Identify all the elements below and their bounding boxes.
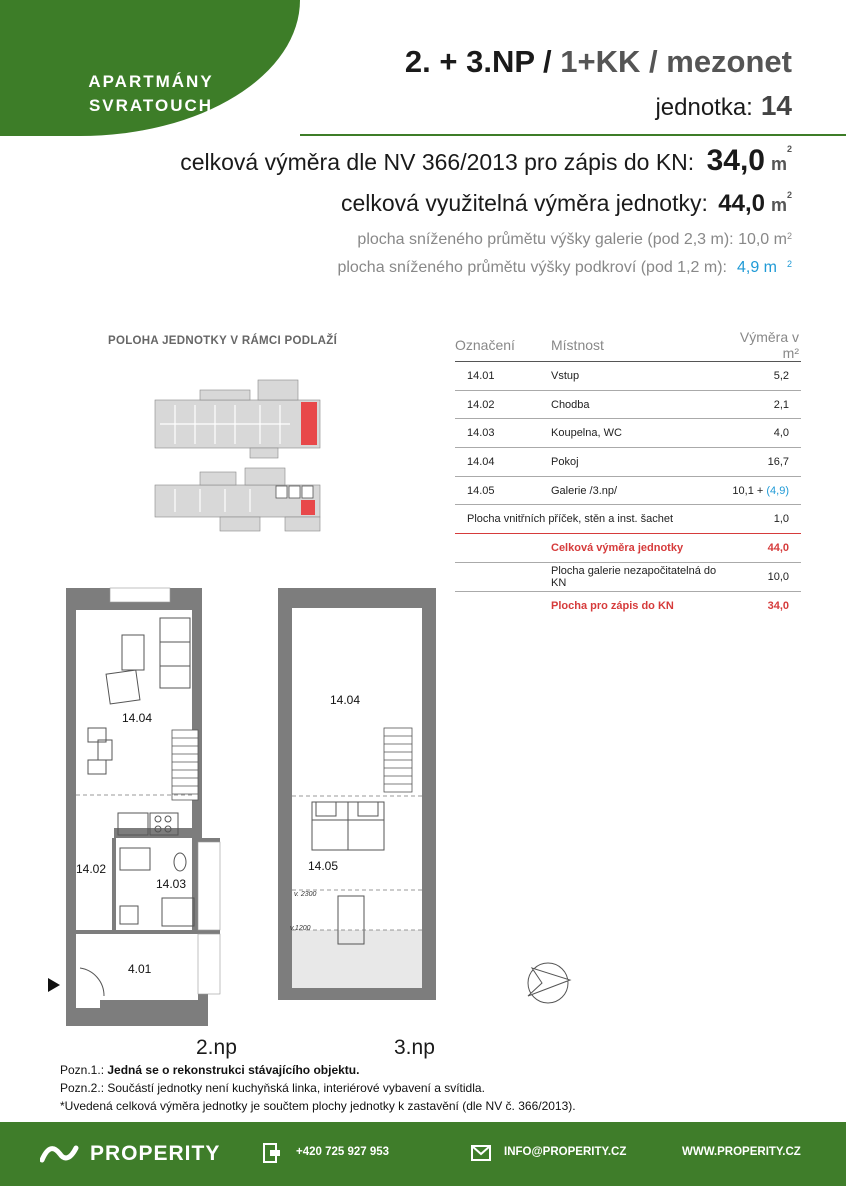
height-label-1200: v.1200 — [290, 925, 311, 932]
title-type: 1+KK / mezonet — [560, 44, 792, 79]
attic-area-label: plocha sníženého průmětu výšky podkroví (pod 1,2 m): — [337, 259, 727, 276]
brand-line-1: APARTMÁNY — [88, 72, 214, 91]
attic-area-exp: 2 — [786, 259, 792, 269]
note-1 — [60, 1061, 576, 1079]
kn-area-value: 34,0 — [706, 144, 765, 177]
table-row-walls — [455, 505, 801, 534]
col-room: Místnost — [551, 329, 723, 362]
kn-area-unit: m — [770, 154, 787, 174]
room-label-4-01: 4.01 — [128, 962, 152, 976]
room-label-14-05: 14.05 — [308, 859, 339, 873]
row-room: Chodba — [551, 390, 723, 419]
row-code: 14.01 — [455, 362, 551, 391]
kn-area-line — [180, 144, 792, 178]
floor-label-2np: 2.np — [196, 1036, 237, 1059]
room-label-14-04: 14.04 — [122, 711, 153, 725]
usable-area-unit-exp: 2 — [786, 190, 792, 200]
col-code: Označení — [455, 329, 551, 362]
notes — [60, 1061, 576, 1115]
kn-label: Plocha pro zápis do KN — [551, 599, 674, 612]
unit-label — [655, 90, 792, 122]
gallery-area-exp: 2 — [786, 231, 792, 241]
walls-value: 1,0 — [723, 505, 801, 534]
table-row — [455, 362, 801, 391]
table-header — [455, 329, 801, 362]
total-label: Celková výměra jednotky — [551, 534, 723, 563]
row-code: 14.02 — [455, 390, 551, 419]
row-room: Vstup — [551, 362, 723, 391]
table-row — [455, 390, 801, 419]
position-keyplan — [150, 360, 330, 540]
footer-website[interactable]: WWW.PROPERITY.CZ — [682, 1146, 801, 1158]
kn-area-label: celková výměra dle NV 366/2013 pro zápis do KN: — [180, 149, 695, 175]
footer-bar — [0, 1122, 846, 1186]
total-value: 44,0 — [723, 534, 801, 563]
row-area — [723, 476, 801, 505]
footer-logo-text: PROPERITY — [90, 1142, 221, 1165]
floor-label-3np: 3.np — [394, 1036, 435, 1059]
attic-area-value: 4,9 m — [736, 259, 777, 276]
row-code: 14.05 — [455, 476, 551, 505]
gallery-non-value: 10,0 — [723, 562, 801, 591]
gallery-area: 10,1 + — [732, 484, 767, 497]
usable-area-unit: m — [770, 195, 787, 215]
footer-email[interactable]: INFO@PROPERITY.CZ — [504, 1146, 627, 1158]
row-code: 14.04 — [455, 448, 551, 477]
plan-3np — [278, 588, 436, 1000]
usable-area-line — [341, 190, 792, 218]
unit-highlight-2np — [301, 402, 317, 445]
usable-area-label: celková využitelná výměra jednotky: — [340, 190, 708, 216]
walls-label: Plocha vnitřních příček, stěn a inst. šachet — [455, 505, 723, 534]
properity-logo-icon — [40, 1144, 84, 1164]
phone-icon — [262, 1142, 282, 1164]
north-arrow-icon — [528, 963, 570, 1003]
kn-value: 34,0 — [767, 599, 789, 612]
table-row — [455, 419, 801, 448]
gallery-area-label: plocha sníženého průmětu výšky galerie (pod 2,3 m): 10,0 m — [357, 231, 787, 248]
table-row-gallery — [455, 476, 801, 505]
usable-area-value: 44,0 — [718, 190, 765, 217]
footer-phone[interactable]: +420 725 927 953 — [296, 1146, 390, 1158]
row-area: 5,2 — [723, 362, 801, 391]
attic-area-line — [337, 259, 792, 277]
row-area: 2,1 — [723, 390, 801, 419]
gallery-non-label: Plocha galerie nezapočitatelná do KN — [551, 562, 723, 591]
room-label-14-02: 14.02 — [76, 862, 107, 876]
row-room: Koupelna, WC — [551, 419, 723, 448]
title-floors: 2. + 3.NP / — [404, 44, 561, 79]
room-label-14-03: 14.03 — [156, 877, 187, 891]
col-area: Výměra v m² — [723, 329, 801, 362]
table-row-total — [455, 534, 801, 563]
row-code: 14.03 — [455, 419, 551, 448]
position-title: POLOHA JEDNOTKY V RÁMCI PODLAŽÍ — [108, 335, 338, 347]
gallery-area-extra: (4,9) — [766, 484, 789, 497]
note-3: *Uvedená celková výměra jednotky je součtem plochy jednotky k zastavění (dle NV č. 366/2013). — [60, 1099, 576, 1113]
height-label-2300: v. 2300 — [294, 891, 317, 898]
row-area: 4,0 — [723, 419, 801, 448]
room-label-14-04-3np: 14.04 — [330, 693, 361, 707]
brand-logo — [46, 70, 256, 118]
gallery-area-line — [357, 231, 792, 249]
kn-area-unit-exp: 2 — [786, 144, 792, 154]
unit-highlight-3np — [301, 500, 315, 515]
plan-2np — [48, 588, 220, 1026]
brand-line-2: SVRATOUCH — [88, 96, 214, 115]
table-row — [455, 448, 801, 477]
note-1-prefix: Pozn.1.: — [60, 1063, 108, 1077]
row-room: Pokoj — [551, 448, 723, 477]
email-icon — [470, 1142, 492, 1164]
room-table — [455, 329, 801, 620]
unit-caption: jednotka: — [655, 94, 753, 121]
unit-number: 14 — [760, 90, 792, 121]
header-divider — [300, 134, 846, 136]
note-1-bold: Jedná se o rekonstrukci stávajícího objektu. — [107, 1063, 360, 1077]
row-area: 16,7 — [723, 448, 801, 477]
note-2: Pozn.2.: Součástí jednotky není kuchyňská linka, interiérové vybavení a svítidla. — [60, 1081, 485, 1095]
page-title — [405, 44, 792, 80]
floor-plans — [40, 580, 600, 1035]
row-room: Galerie /3.np/ — [551, 476, 723, 505]
